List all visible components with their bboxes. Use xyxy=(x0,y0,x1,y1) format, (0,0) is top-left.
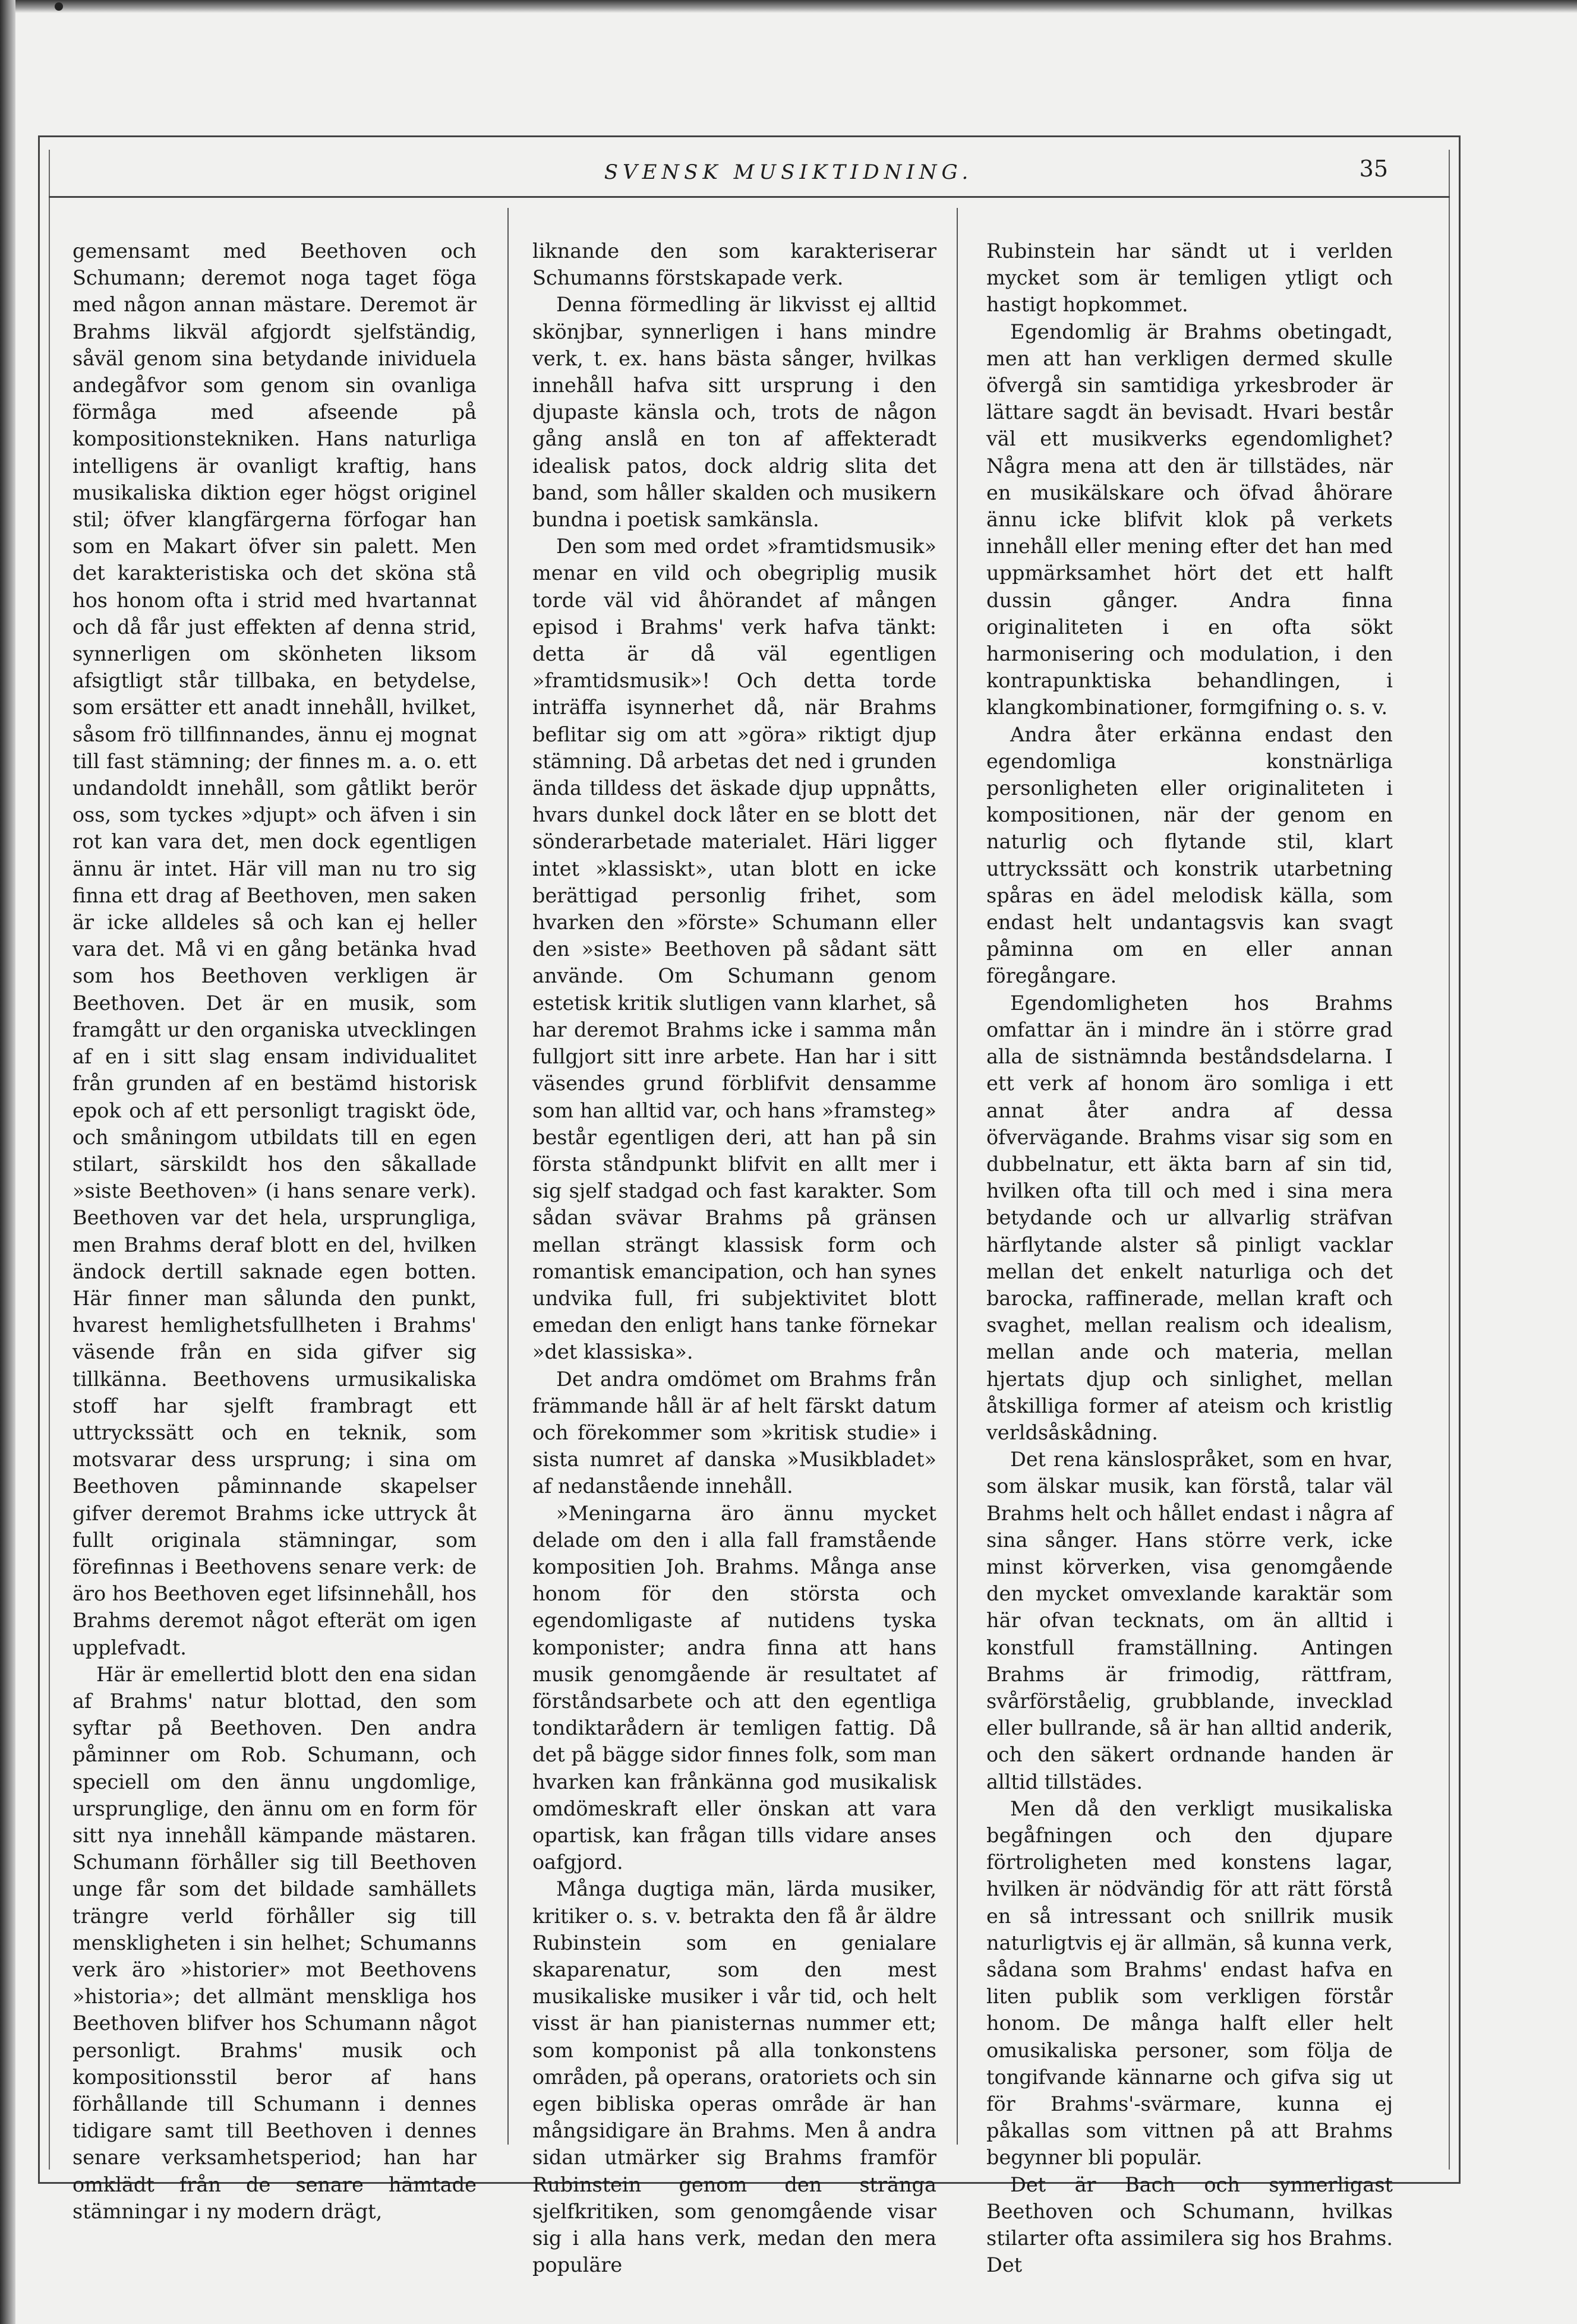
text-column-2 xyxy=(532,238,936,2277)
paragraph: Det andra omdömet om Brahms från främmande håll är af helt färskt datum och förekommer som »kritisk studie» i sista numret af danska »Musikbladet» af nedanstående innehåll. xyxy=(532,1367,936,1498)
column-rule-2 xyxy=(957,208,958,2145)
header-rule xyxy=(49,196,1450,198)
paragraph: Rubinstein har sändt ut i verlden mycket som är temligen ytligt och hastigt hopkommet. xyxy=(986,239,1393,317)
paragraph: Den som med ordet »framtidsmusik» menar en vild och obegriplig musik torde väl vid åhörandet af mången episod i Brahms' verk hafva tänkt: detta är då väl egentligen »framtidsmusik»! Och detta torde inträffa isynnerhet då, när Brahms beflitar sig om att »göra» riktigt djup stämning. Då arbetas det ned i grunden ända tilldess det äskade djup uppnåtts, hvars dunkel dock låter en se blott det sönderarbetade materialet. Häri ligger intet »klassiskt», utan blott en icke berättigad personlig frihet, som hvarken den »förste» Schumann eller den »siste» Beethoven på sådant sätt använde. Om Schumann genom estetisk kritik slutligen vann klarhet, så har deremot Brahms icke i samma mån fullgjort sitt inre arbete. Han har i sitt väsendes grund förblifvit densamme som han alltid var, och hans »framsteg» består egentligen deri, att han på sin första ståndpunkt blifvit en allt mer i sig sjelf stadgad och fast karakter. Som sådan svävar Brahms på gränsen mellan strängt klassisk form och romantisk emancipation, och han synes undvika full, fri subjektivitet blott emedan den enligt hans tanke förnekar »det klassiska». xyxy=(532,535,936,1364)
column-rule-1 xyxy=(507,208,509,2145)
text-column-3 xyxy=(986,238,1393,2277)
paragraph: Men då den verkligt musikaliska begåfningen och den djupare förtroligheten med konstens lagar, hvilken är nödvändig för att rätt förstå en så intressant och snillrik musik naturligtvis ej är allmän, så kunna verk, sådana som Brahms' endast hafva en liten publik som verkligen förstår honom. De många halft eller helt omusikaliska personer, som följa de tongifvande kännarne och gifva sig ut för Brahms'-svärmare, kunna ej påkallas som vittnen på att Brahms begynner bli populär. xyxy=(986,1796,1393,2170)
paragraph: liknande den som karakteriserar Schumanns förstskapade verk. xyxy=(532,239,936,290)
scan-left-edge xyxy=(0,0,15,2324)
ink-speck xyxy=(55,2,63,11)
paragraph: »Meningarna äro ännu mycket delade om den i alla fall framstående kompositien Joh. Brahms. Många anse honom för den största och egendomligaste af nutidens tyska komponister; andra finna att hans musik genomgående är resultatet af förståndsarbete och att den egentliga tondiktarådern är temligen fattig. Då det på bägge sidor finnes folk, som man hvarken kan frånkänna god musikalisk omdömeskraft eller önskan att vara opartisk, kan frågan tills vidare anses oafgjord. xyxy=(532,1501,936,1874)
paragraph: Egendomligheten hos Brahms omfattar än i mindre än i större grad alla de sistnämnda beståndsdelarna. I ett verk af honom äro somliga i ett annat åter andra af dessa öfvervägande. Brahms visar sig som en dubbelnatur, ett äkta barn af sin tid, hvilken ofta till och med i sina mera betydande och ur allvarlig sträfvan härflytande alster så pinligt vacklar mellan det enkelt naturliga och det barocka, raffinerade, mellan kraft och svaghet, mellan realism och idealism, mellan ande och materia, mellan hjertats djup och sinlighet, mellan åtskilliga former af ateism och kristlig verldsåskådning. xyxy=(986,991,1393,1444)
running-head: SVENSK MUSIKTIDNING. xyxy=(604,160,973,184)
paragraph: Egendomlig är Brahms obetingadt, men att han verkligen dermed skulle öfvergå sin samtidiga yrkesbroder är lättare sagdt än bevisadt. Hvari består väl ett musikverks egendomlighet? Några mena att den är tillstädes, när en musikälskare och öfvad åhörare ännu icke blifvit klok på verkets innehåll eller mening efter det han med uppmärksamhet hört det ett halft dussin gånger. Andra finna originaliteten i en ofta sökt harmonisering och modulation, i den kontrapunktiska behandlingen, i klangkombinationer, formgifning o. s. v. xyxy=(986,320,1393,719)
paragraph: Det är Bach och synnerligast Beethoven och Schumann, hvilkas stilarter ofta assimilera sig hos Brahms. Det xyxy=(986,2173,1393,2277)
paragraph: Det rena känslospråket, som en hvar, som älskar musik, kan förstå, talar väl Brahms helt och hållet endast i några af sina sånger. Hans större verk, icke minst körverken, visa genomgående den mycket omvexlande karaktär som här ofvan tecknats, om än alltid i konstfull framställning. Antingen Brahms är frimodig, rättfram, svårförståelig, grubblande, invecklad eller bullrande, så är han alltid anderik, och den säkert ordnande handen är alltid tillstädes. xyxy=(986,1448,1393,1793)
paragraph: Här är emellertid blott den ena sidan af Brahms' natur blottad, den som syftar på Beethoven. Den andra påminner om Rob. Schumann, och speciell om den ännu ungdomlige, ursprunglige, den ännu om en form för sitt nya innehåll kämpande mästaren. Schumann förhåller sig till Beethoven unge får som det bildade samhällets trängre verld förhåller sig till menskligheten i sin helhet; Schumanns verk äro »historier» mot Beethovens »historia»; det allmänt menskliga hos Beethoven blifver hos Schumann något personligt. Brahms' musik och kompositionsstil beror af hans förhållande till Schumann i dennes tidigare samt till Beethoven i dennes senare verksamhetsperiod; han har omklädt från de senare hämtade stämningar i ny modern drägt, xyxy=(72,1662,477,2223)
paragraph: Många dugtiga män, lärda musiker, kritiker o. s. v. betrakta den få år äldre Rubinstein som en genialare skaparenatur, som den mest musikaliske musiker i vår tid, och helt visst är han pianisternas nummer ett; som komponist på alla tonkonstens områden, på operans, oratoriets och sin egen bibliska operas område är han mångsidigare än Brahms. Men å andra sidan utmärker sig Brahms framför Rubinstein genom den stränga sjelfkritiken, som genomgående visar sig i alla hans verk, medan den mera populäre xyxy=(532,1877,936,2277)
text-column-1 xyxy=(72,238,477,2223)
paragraph: gemensamt med Beethoven och Schumann; deremot noga taget föga med någon annan mästare. Deremot är Brahms likväl afgjordt sjelfständig, såväl genom sina betydande inividuela andegåfvor som genom sin ovanliga förmåga med afseende på kompositionstekniken. Hans naturliga intelligens är ovanligt kraftig, hans musikaliska diktion eger högst originel stil; öfver klangfärgerna förfogar han som en Makart öfver sin palett. Men det karakteristiska och det sköna stå hos honom ofta i strid med hvartannat och då får just effekten af denna strid, synnerligen om skönheten liksom afsigtligt står tillbaka, en betydelse, som ersätter ett anadt innehåll, hvilket, såsom frö tillfinnandes, ännu ej mognat till fast stämning; der finnes m. a. o. ett undandoldt innehåll, som gåtlikt berör oss, som tyckes »djupt» och äfven i sin rot kan vara det, men dock egentligen ännu är intet. Här vill man nu tro sig finna ett drag af Beethoven, men saken är icke alldeles så och kan ej heller vara det. Må vi en gång betänka hvad som hos Beethoven verkligen är Beethoven. Det är en musik, som framgått ur den organiska utvecklingen af en i sitt slag ensam individualitet från grunden af en bestämd historisk epok och af ett personligt tragiskt öde, och småningom utbildats till en egen stilart, särskildt hos den såkallade »siste Beethoven» (i hans senare verk). Beethoven var det hela, ursprungliga, men Brahms deraf blott en del, hvilken ändock dertill saknade egen botten. Här finner man sålunda den punkt, hvarest hemlighetsfullheten i Brahms' väsende från en sida gifver sig tillkänna. Beethovens urmusikaliska stoff har sjelft frambragt ett uttryckssätt och en teknik, som motsvarar dess ursprung; i sina om Beethoven påminnande skapelser gifver deremot Brahms icke uttryck åt fullt originala stämningar, som förefinnas i Beethovens senare verk: de äro hos Beethoven eget lifsinnehåll, hos Brahms deremot något efterät om igen upplefvadt. xyxy=(72,239,477,1659)
paragraph: Denna förmedling är likvisst ej alltid skönjbar, synnerligen i hans mindre verk, t. ex. hans bästa sånger, hvilkas innehåll hafva sitt ursprung i den djupaste känsla och, trots de någon gång anslå en ton af affekteradt idealisk patos, dock aldrig slita det band, som håller skalden och musikern bundna i poetisk samkänsla. xyxy=(532,293,936,532)
paragraph: Andra åter erkänna endast den egendomliga konstnärliga personligheten eller originaliteten i kompositionen, när der genom en naturlig och flytande stil, klart uttryckssätt och konstrik utarbetning spåras en ädel melodisk källa, som endast helt undantagsvis kan svagt påminna om en eller annan föregångare. xyxy=(986,722,1393,988)
page-number: 35 xyxy=(1359,156,1388,182)
scan-top-edge xyxy=(0,0,1577,13)
